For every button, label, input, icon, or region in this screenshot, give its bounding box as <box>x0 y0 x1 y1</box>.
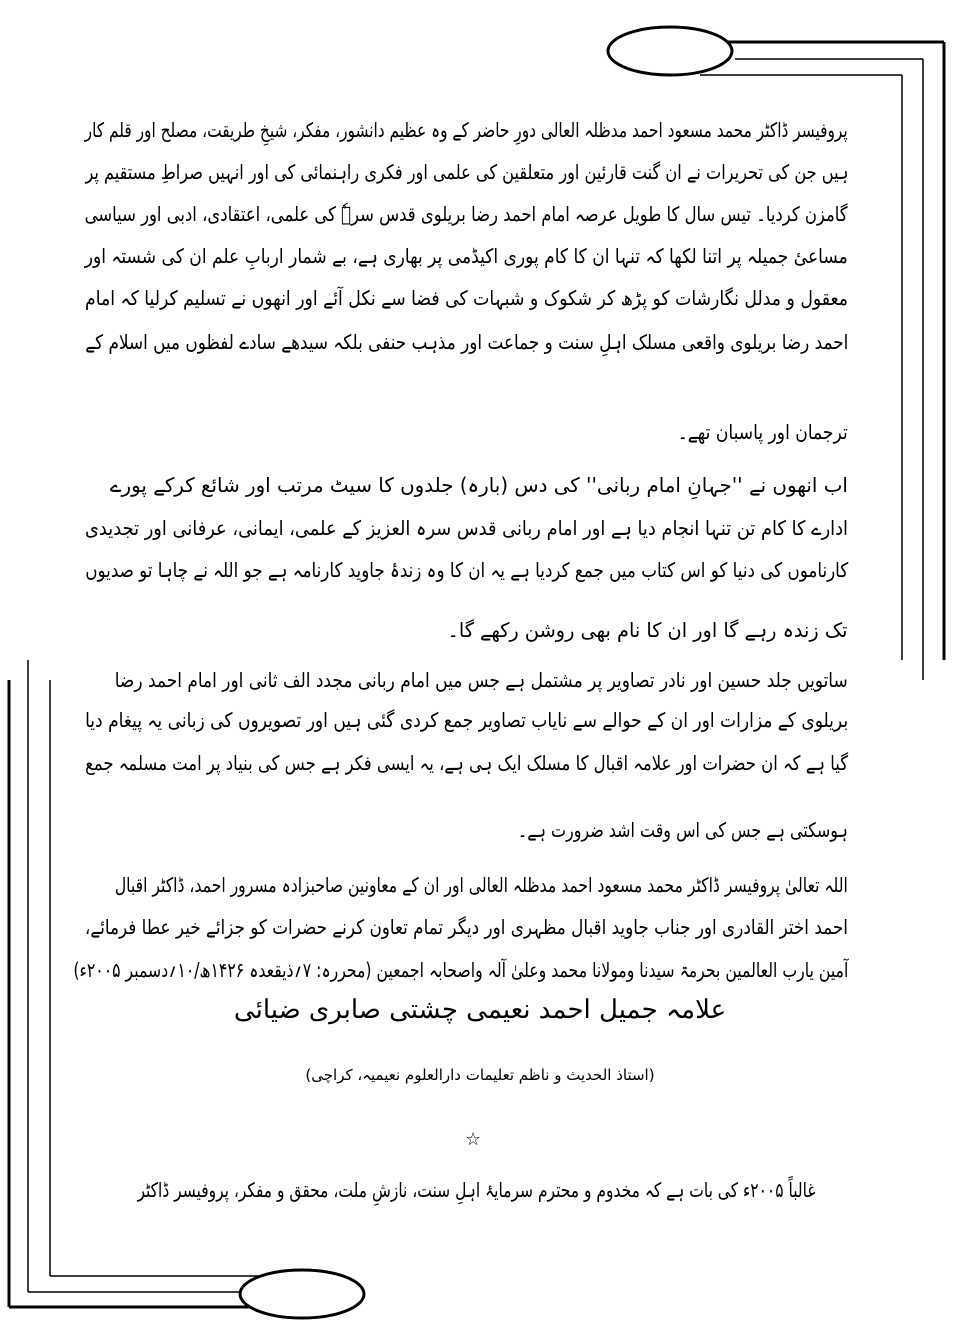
bottom-oval-ornament <box>240 1270 364 1318</box>
text-line: ہیں جن کی تحریرات نے ان گنت قارئین اور متعلقین کی علمی اور فکری راہنمائی کی اور انہیں صراطِ مستقیم پر <box>85 160 848 184</box>
text-line: آمین یارب العالمین بحرمۃ سیدنا ومولانا محمد وعلیٰ آلہ واصحابہ اجمعین (محررہ: ۷؍ذیقعدہ ۱۴۲۶ھ/۱۰؍دسمبر ۲۰۰۵ء) <box>73 958 848 982</box>
text-line: معقول و مدلل نگارشات کو پڑھ کر شکوک و شبہات کی فضا سے نکل آئے اور انھوں نے تسلیم کرلیا کہ امام <box>85 286 848 310</box>
star-separator-icon: ☆ <box>465 1129 482 1150</box>
text-line: گیا ہے کہ ان حضرات اور علامہ اقبال کا مسلک ایک ہی ہے، یہ ایسی فکر ہے جس کی بنیاد پر امت مسلمہ جمع <box>85 751 848 775</box>
text-line: احمد اختر القادری اور جناب جاوید اقبال مظہری اور دیگر تمام تعاون کرنے حضرات کو جزائے خیر عطا فرمائے، <box>85 915 848 939</box>
author-title: (استاذ الحدیث و ناظم تعلیمات دارالعلوم نعیمیہ، کراچی) <box>305 1066 655 1084</box>
text-line: ہوسکتی ہے جس کی اس وقت اشد ضرورت ہے۔ <box>518 818 848 842</box>
text-line: اللہ تعالیٰ پروفیسر ڈاکٹر محمد مسعود احمد مدظلہ العالی اور ان کے معاونین صاحبزادہ مسرور احمد، ڈاکٹر اقبال <box>115 873 848 897</box>
text-line: ساتویں جلد حسین اور نادر تصاویر پر مشتمل ہے جس میں امام ربانی مجدد الف ثانی اور امام احمد رضا <box>115 668 848 692</box>
top-oval-ornament <box>608 27 732 75</box>
text-line: غالباً ۲۰۰۵ء کی بات ہے کہ مخدوم و محترم سرمایۂ اہلِ سنت، نازشِ ملت، محقق و مفکر، پروفیسر ڈاکٹر <box>137 1178 815 1202</box>
text-line: اب انھوں نے ''جہانِ امام ربانی'' کی دس (بارہ) جلدوں کا سیٹ مرتب اور شائع کرکے پورے <box>110 473 848 497</box>
text-line: ادارے کا کام تن تنہا انجام دیا ہے اور امام ربانی قدس سرہ العزیز کے علمی، ایمانی، عرفانی اور تجدیدی <box>85 516 848 540</box>
text-line: کارناموں کی دنیا کو اس کتاب میں جمع کردیا ہے یہ ان کا وہ زندۂ جاوید کارنامہ ہے جو اللہ نے چاہا تو صدیوں <box>85 558 848 582</box>
text-line: ترجمان اور پاسبان تھے۔ <box>678 420 848 444</box>
text-line: مساعیٔ جمیلہ پر اتنا لکھا کہ تنہا ان کا کام پوری اکیڈمی پر بھاری ہے، بے شمار اربابِ علم ان کی شستہ اور <box>85 244 848 268</box>
text-line: تک زندہ رہے گا اور ان کا نام بھی روشن رکھے گا۔ <box>448 618 848 642</box>
text-line: احمد رضا بریلوی واقعی مسلک اہلِ سنت و جماعت اور مذہب حنفی بلکہ سیدھے سادے لفظوں میں اسلام کے <box>85 330 848 354</box>
text-line: پروفیسر ڈاکٹر محمد مسعود احمد مدظلہ العالی دورِ حاضر کے وہ عظیم دانشور، مفکر، شیخِ طریقت، مصلح اور قلم کار <box>85 118 848 142</box>
text-line: گامزن کردیا۔ تیس سال کا طویل عرصہ امام احمد رضا بریلوی قدس سرہٗ کی علمی، اعتقادی، ادبی اور سیاسی <box>85 202 848 226</box>
author-signature: علامہ جمیل احمد نعیمی چشتی صابری ضیائی <box>233 995 727 1025</box>
text-line: بریلوی کے مزارات اور ان کے حوالے سے نایاب تصاویر جمع کردی گئی ہیں اور تصویروں کی زبانی یہ پیغام دیا <box>85 708 848 732</box>
